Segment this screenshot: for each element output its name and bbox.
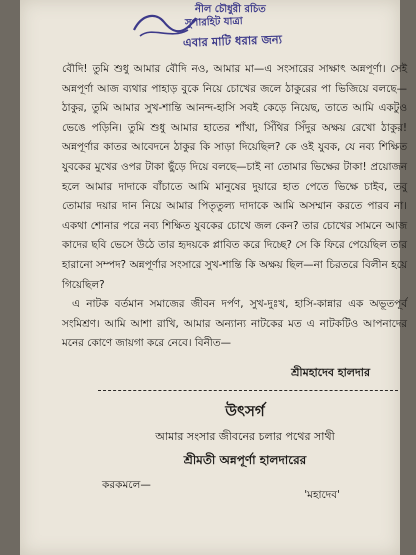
stamp-author-line: নীল চৌধুরী রচিত xyxy=(195,4,266,15)
dedication-line: আমার সংসার জীবনের চলার পথের সাথী xyxy=(155,430,335,443)
dedication-title: উৎসর্গ xyxy=(225,402,265,420)
author-signature: শ্রীমহাদেব হালদার xyxy=(291,366,370,379)
preface-paragraph-2: এ নাটক বর্তমান সমাজের জীবন দর্পণ, সুখ-দুঃখ, হাসি-কান্নার এক অভূতপূর্ব সংমিশ্রণ। আমি আশা রাখি, আমার অন্যান্য নাটকের মত এ নাটকটিও আপনাদের মনের কোণে জায়গা করে নেবে। বিনীত— xyxy=(62,298,407,350)
dedication-author: 'মহাদেব' xyxy=(304,489,340,501)
preface-text xyxy=(62,60,407,354)
preface-paragraph-1: বৌদি! তুমি শুধু আমার বৌদি নও, আমার মা—এ সংসারের সাক্ষাৎ অন্নপূর্ণা। সেই অন্নপূর্ণা আজ ব্যথার পাহাড় বুকে নিয়ে চোখের জলে ঠাকুরের পা ভিজিয়ে বলছে—ঠাকুর, তুমি আমার সুখ-শান্তি আনন্দ-হাসি সবই কেড়ে নিয়েছ, তাতে আমি একটুও ভেঙে পড়িনি। তুমি শুধু আমার হাতের শাঁখা, সিঁথির সিঁদুর অক্ষয় রেখো ঠাকুর! অন্নপূর্ণার কাতর আবেদনে ঠাকুর কি সাড়া দিয়েছিল? কে ওই যুবক, যে নব্য শিক্ষিত যুবকের মুখের ওপর টাকা ছুঁড়ে দিয়ে বলছে—চাই না তোমার ভিক্ষের টাকা! প্রয়োজন হলে আমার দাদাকে বাঁচাতে আমি মানুষের দুয়ারে হাত পেতে ভিক্ষে চাইব, তবু তোমার দয়ার দান নিয়ে আমার পিতৃতুল্য দাদাকে আমি অসম্মান করতে পারব না। একথা শোনার পরে নব্য শিক্ষিত যুবকের চোখে জল কেন? তার চোখের সামনে আজ কাদের ছবি ভেসে উঠে তার হৃদয়কে প্লাবিত করে দিচ্ছে? সে কি ফিরে পেয়েছিল তার হারানো সম্পদ? অন্নপূর্ণার সংসারে সুখ-শান্তি কি অক্ষয় ছিল—না চিরতরে বিলীন হয়ে গিয়েছিল? xyxy=(62,63,407,291)
stamp-promo-line: এবার মাটি ধরার জন্য xyxy=(182,32,283,50)
section-divider xyxy=(98,390,398,391)
book-page xyxy=(20,0,407,555)
dedication-closing: করকমলে— xyxy=(102,479,151,491)
dedication-recipient: শ্রীমতী অন্নপূর্ণা হালদারের xyxy=(183,453,307,467)
stamp-tagline: সুপারহিট যাত্রা xyxy=(184,15,243,30)
